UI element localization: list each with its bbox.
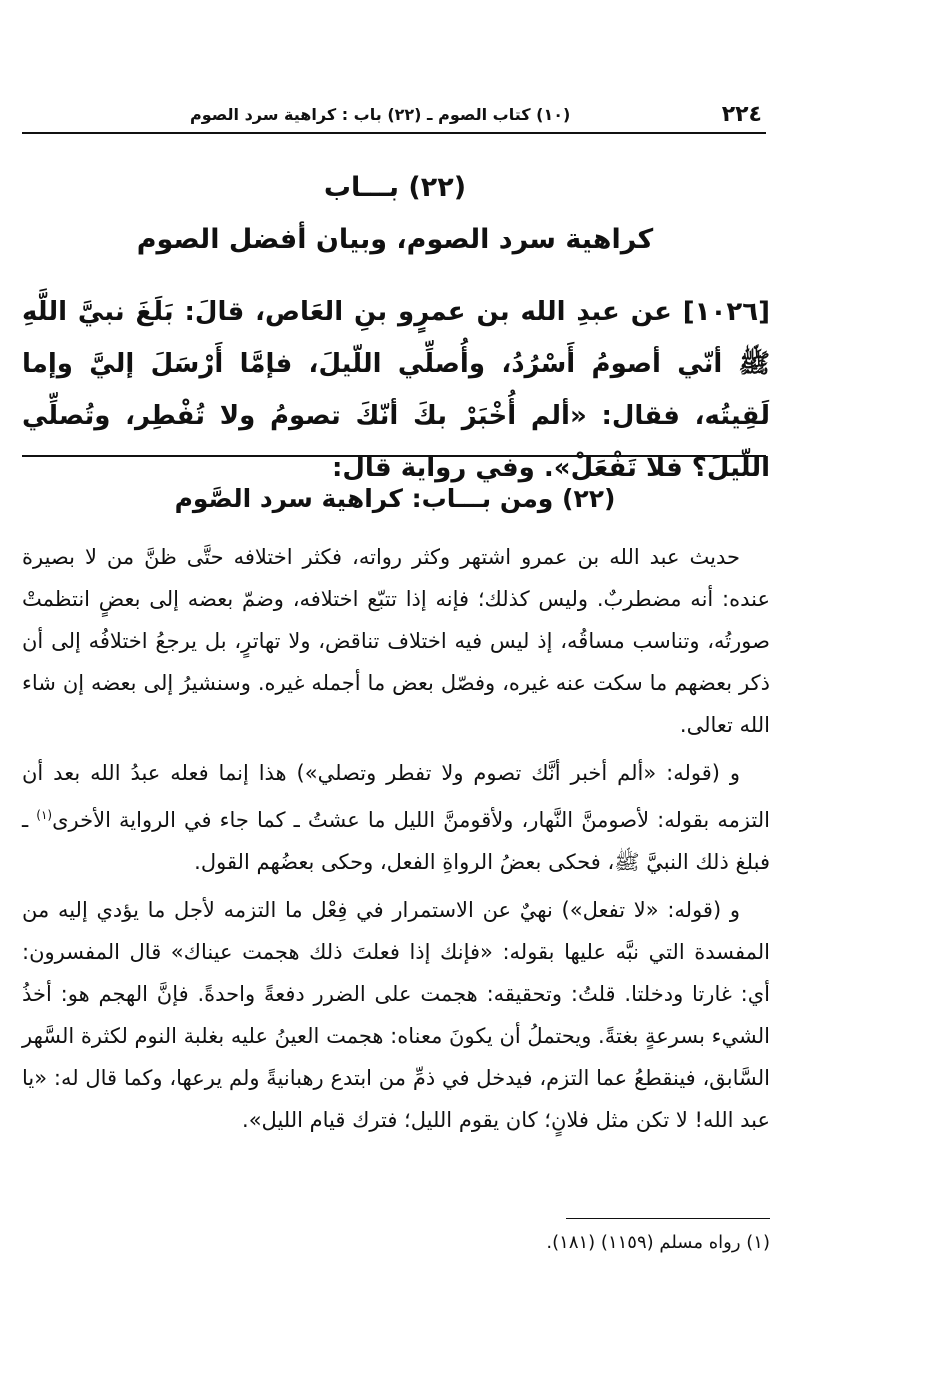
footnote-rule [566, 1218, 770, 1219]
section-divider [22, 455, 766, 457]
page-number: ٢٢٤ [721, 101, 762, 127]
commentary-heading: (٢٢) ومن بـــاب: كراهية سرد الصَّوم [174, 484, 616, 513]
footnote-reference[interactable]: (١) [36, 808, 53, 822]
chapter-number: (٢٢) بـــاب [323, 172, 467, 203]
paragraph-2-main: و (قوله: «ألم أخبر أنَّك تصوم ولا تفطر وتصلي») هذا إنما فعله عبدُ الله بعد أن التزمه بقوله: لأصومنَّ النَّهار، ولأقومنَّ الليل ما عشتُ ـ كما جاء في الرواية الأخرى [22, 761, 770, 832]
running-header [22, 96, 766, 134]
commentary-body [22, 536, 770, 1147]
running-title: (١٠) كتاب الصوم ـ (٢٢) باب : كراهية سرد الصوم [190, 104, 571, 124]
commentary-paragraph-1: حديث عبد الله بن عمرو اشتهر وكثر رواته، فكثر اختلافه حتَّى ظنَّ من لا بصيرة عنده: أنه مضطربٌ. وليس كذلك؛ فإنه إذا تتبّع اختلافه، وضمّ بعضه إلى بعضٍ انتظمتْ صورتُه، وتناسب مساقُه، إذ ليس فيه اختلاف تناقض، ولا تهاترٍ، بل يرجعُ اختلافُه إلى أن ذكر بعضهم ما سكت عنه غيره، وفصّل بعض ما أجمله غيره. وسنشيرُ إلى بعضه إن شاء الله تعالى. [22, 545, 770, 737]
chapter-title: كراهية سرد الصوم، وبيان أفضل الصوم [136, 224, 654, 255]
hadith-text: [١٠٢٦] عن عبدِ الله بن عمرٍو بنِ العَاص، قالَ: بَلَغَ نبيَّ اللَّهِ ﷺ أنّي أصومُ أَسْرُدُ، وأُصلِّي اللّيلَ، فإمَّا أَرْسَلَ إليَّ وإما لَقِيتُه، فقال: «ألم أُخْبَرْ بكَ أنّكَ تصومُ ولا تُفْطِر، وتُصلِّي اللّيلَ؟ فلا تَفْعَلْ». وفي رواية قال: [22, 297, 770, 483]
paragraph-2-tail: ـ فبلغ ذلك النبيَّ ﷺ، فحكى بعضُ الرواةِ الفعل، وحكى بعضُهم القول. [22, 808, 770, 874]
footnote: (١) رواه مسلم (١١٥٩) (١٨١). [546, 1232, 770, 1253]
commentary-paragraph-3: و (قوله: «لا تفعل») نهيٌ عن الاستمرار في فِعْل ما التزمه لأجل ما يؤدي إليه من المفسدة التي نبَّه عليها بقوله: «فإنك إذا فعلتَ ذلك هجمت عيناك» قال المفسرون: أي: غارتا ودخلتا. قلتُ: وتحقيقه: هجمت على الضرر دفعةً واحدةً. فإنَّ الهجم هو: أخذُ الشيء بسرعةٍ بغتةً. ويحتملُ أن يكونَ معناه: هجمت العينُ عليه بغلبة النوم لكثرة السَّهر السَّابق، فينقطعُ عما التزم، فيدخل في ذمِّ من ابتدع رهبانيةً ولم يرعها، وكما قال له: «يا عبد الله! لا تكن مثل فلانٍ؛ كان يقوم الليل؛ فترك قيام الليل». [22, 898, 770, 1132]
commentary-paragraph-2 [22, 752, 770, 883]
